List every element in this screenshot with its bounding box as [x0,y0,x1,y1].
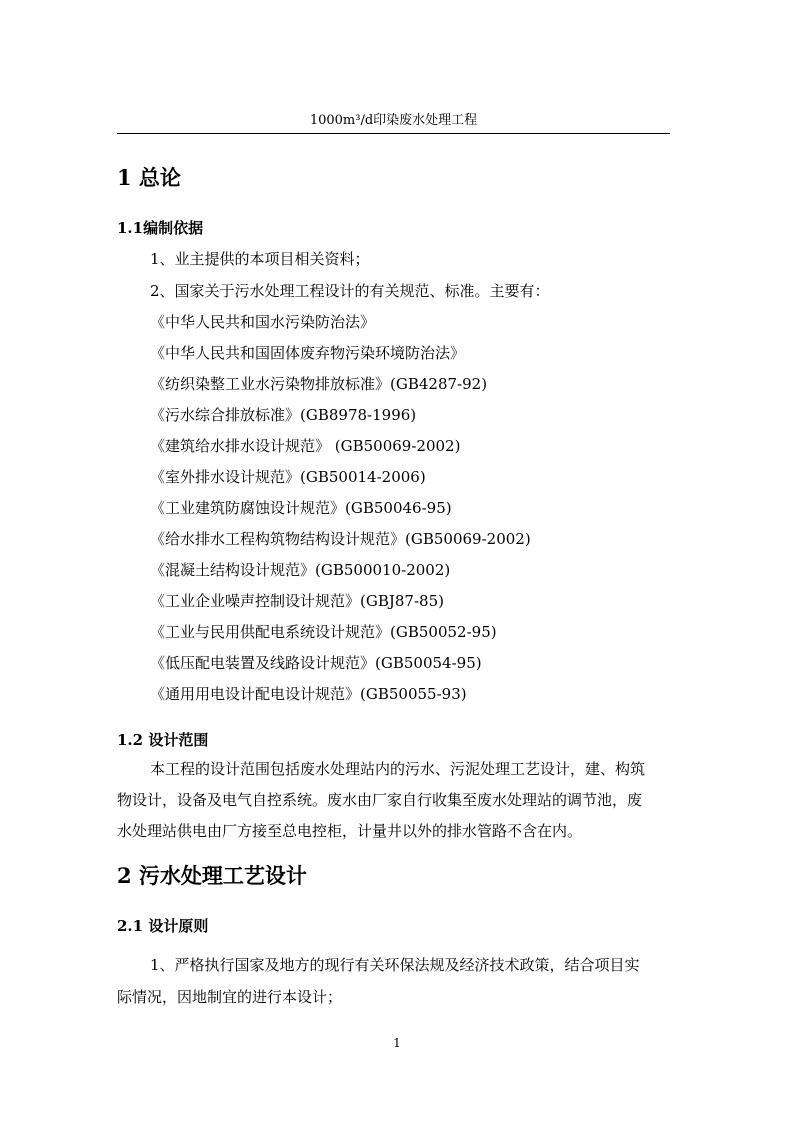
section-1-title: 1 总论 [117,165,181,190]
standard-item: 《给水排水工程构筑物结构设计规范》(GB50069-2002) [150,530,531,548]
standard-item: 《纺织染整工业水污染物排放标准》(GB4287-92) [150,375,488,393]
standard-item: 《中华人民共和国固体废弃物污染环境防治法》 [150,344,466,362]
scope-paragraph-line: 物设计，设备及电气自控系统。废水由厂家自行收集至废水处理站的调节池，废 [117,791,643,809]
standard-item: 《工业与民用供配电系统设计规范》(GB50052-95) [150,623,497,641]
basis-item-1: 1、业主提供的本项目相关资料； [150,250,370,268]
basis-item-2: 2、国家关于污水处理工程设计的有关规范、标准。主要有： [150,282,550,300]
standard-item: 《低压配电装置及线路设计规范》(GB50054-95) [150,654,482,672]
scope-paragraph-line: 本工程的设计范围包括废水处理站内的污水、污泥处理工艺设计，建、构筑 [150,760,646,778]
scope-paragraph-line: 水处理站供电由厂方接至总电控柜，计量井以外的排水管路不含在内。 [117,822,583,840]
page-number: 1 [393,1036,401,1050]
standard-item: 《工业建筑防腐蚀设计规范》(GB50046-95) [150,499,452,517]
standard-item: 《室外排水设计规范》(GB50014-2006) [150,468,426,486]
principle-paragraph-line: 际情况，因地制宜的进行本设计； [117,988,343,1006]
standard-item: 《污水综合排放标准》(GB8978-1996) [150,406,417,424]
section-1-1-title: 1.1编制依据 [117,219,204,237]
header-rule [117,133,670,134]
principle-paragraph-line: 1、严格执行国家及地方的现行有关环保法规及经济技术政策，结合项目实 [150,956,640,974]
page-header: 1000m³/d印染废水处理工程 [309,113,478,128]
standard-item: 《工业企业噪声控制设计规范》(GBJ87-85) [150,592,444,610]
section-1-2-title: 1.2 设计范围 [117,731,209,749]
section-2-title: 2 污水处理工艺设计 [117,863,307,888]
standard-item: 《通用用电设计配电设计规范》(GB50055-93) [150,685,467,703]
standard-item: 《建筑给水排水设计规范》 (GB50069-2002) [150,437,461,455]
standard-item: 《中华人民共和国水污染防治法》 [150,313,376,331]
standard-item: 《混凝土结构设计规范》(GB500010-2002) [150,561,451,579]
section-2-1-title: 2.1 设计原则 [117,917,209,935]
